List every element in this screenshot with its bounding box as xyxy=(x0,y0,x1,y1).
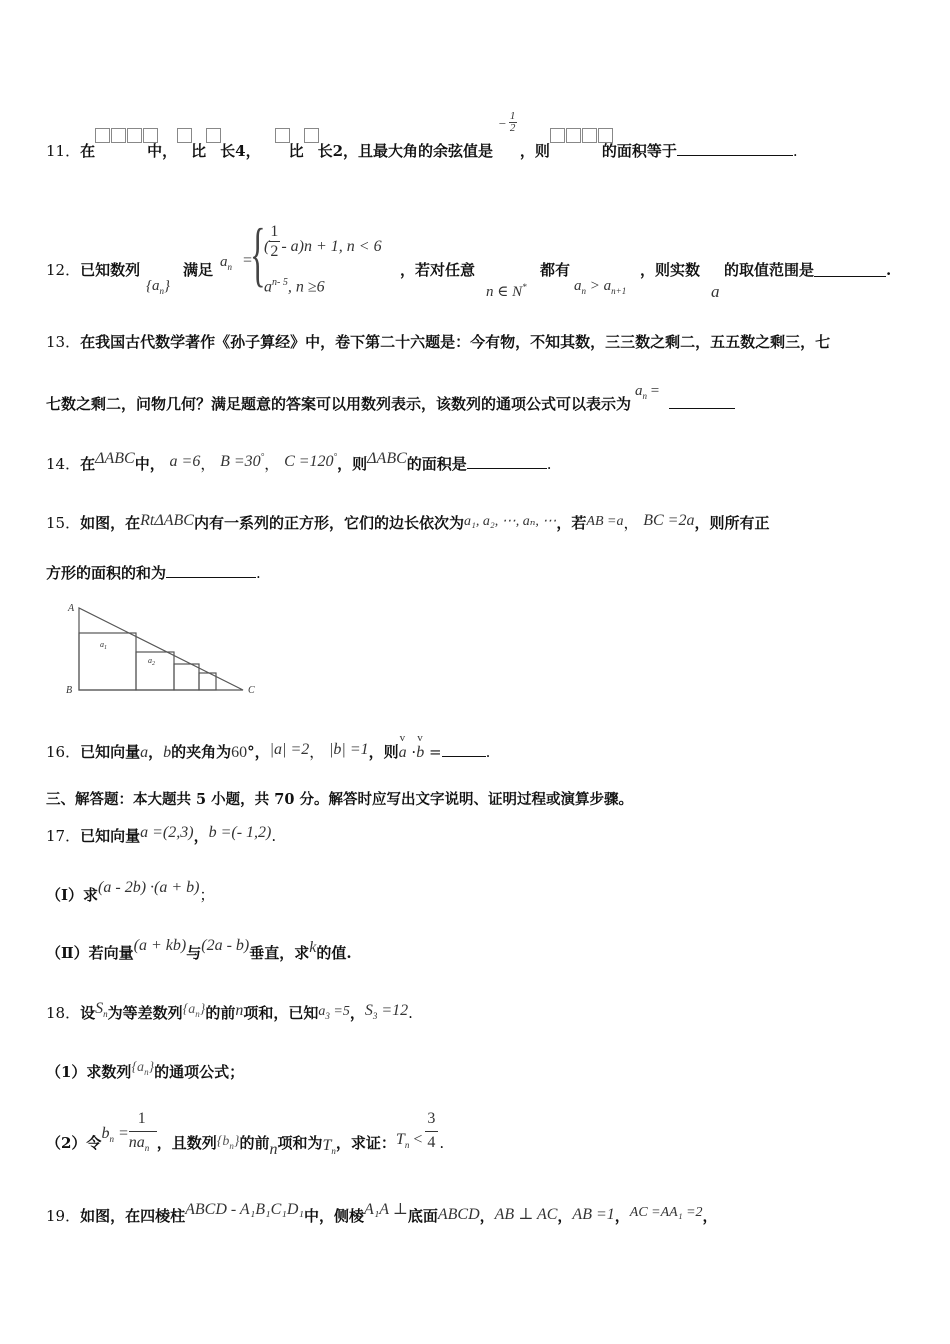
q19-text-1: 如图，在四棱柱 xyxy=(80,1207,186,1225)
q12-case-2 xyxy=(264,277,325,296)
q19-text-3: 底面 xyxy=(407,1207,438,1225)
q12-text-6-wrap xyxy=(724,259,891,280)
q19-text-7: ， xyxy=(702,1207,718,1225)
q13-line-1: 在我国古代数学著作《孙子算经》中，卷下第二十六题是：今有物，不知其数，三三数之剩二，五五数之剩三，七 xyxy=(80,333,831,351)
q11-frac-num: 1 xyxy=(509,110,516,122)
q16-vec-b: b xyxy=(163,744,172,761)
q17-p2-math-2: (2a - b) xyxy=(201,937,250,954)
q11-placeholder-box-5 xyxy=(304,142,318,156)
q18-p1-end: 的通项公式； xyxy=(154,1063,245,1081)
q18-ineq-num: 3 xyxy=(427,1110,436,1127)
q18-sn-sub: n xyxy=(103,1009,108,1020)
q15-fig-square-1 xyxy=(79,633,136,690)
q18-bseq-open: {b xyxy=(216,1134,230,1149)
q18-p2-text-3: 项和为 xyxy=(277,1134,323,1152)
q14-text-1: 在 xyxy=(80,455,96,473)
q15-line-2: 方形的面积的和为 xyxy=(46,564,167,582)
q11-frac-den: 2 xyxy=(509,122,516,134)
q12-case2-rest: , n ≥6 xyxy=(287,278,325,296)
q16-angle: 60 xyxy=(231,744,248,761)
q12-case1-num: 1 xyxy=(270,223,279,240)
q15-fig-label-a2: $a_2$ xyxy=(148,656,155,667)
question-18-part-1 xyxy=(46,1061,244,1083)
q17-p2-label: （Ⅱ）若向量 xyxy=(46,944,134,962)
q18-m1-sub: 3 xyxy=(325,1010,330,1021)
q11-text-9: . xyxy=(792,142,798,160)
q12-cond2-b-sub: n+1 xyxy=(611,286,627,296)
q16-number: 16． xyxy=(46,743,81,761)
q15-fig-square-3 xyxy=(174,664,199,690)
q18-bn-num: 1 xyxy=(137,1110,146,1127)
q18-p2-text-4: ，求证： xyxy=(335,1134,396,1152)
q18-ineq-lt: < xyxy=(409,1131,423,1148)
q15-fig-label-a1: $a_1$ xyxy=(100,640,107,651)
q18-p2-text-1: ，且数列 xyxy=(156,1134,217,1152)
q15-text-5: . xyxy=(256,564,261,582)
question-17-part-1 xyxy=(46,879,215,905)
q17-math-1: a =(2,3) xyxy=(140,824,194,841)
q13-line-2: 七数之剩二，问物几何？满足题意的答案可以用数列表示，该数列的通项公式可以表示为 xyxy=(46,395,632,413)
q18-sn: S xyxy=(95,1000,104,1017)
q13-an-sub: n xyxy=(642,391,648,401)
q15-answer-blank[interactable] xyxy=(166,563,256,578)
q11-frac-minus: − xyxy=(497,116,507,131)
q11-text-7: ，则 xyxy=(519,142,550,160)
q12-case-1 xyxy=(264,223,382,260)
q18-p2-n: n xyxy=(269,1141,278,1158)
q11-answer-blank[interactable] xyxy=(677,141,793,156)
q12-case1-rest: - a)n + 1, n < 6 xyxy=(281,238,382,255)
q15-fig-label-A: A xyxy=(68,603,75,614)
q14-text-3: ，则 xyxy=(337,455,368,473)
q18-seq-close: } xyxy=(199,1002,206,1017)
q17-p2-math-1: (a + kb) xyxy=(133,937,187,954)
q11-text-4: 长4， xyxy=(220,142,261,160)
q16-text-1: 已知向量 xyxy=(80,743,141,761)
q19-text-6: ， xyxy=(614,1207,630,1225)
q18-ineq-den: 4 xyxy=(427,1134,436,1151)
q19-math-6: AC =AA₁ =2 xyxy=(629,1205,703,1220)
q12-sequence xyxy=(146,278,170,296)
q18-m1-rest: =5 xyxy=(329,1004,350,1019)
q17-text-3: . xyxy=(271,827,277,845)
q14-math-1: a =6 xyxy=(169,453,201,470)
q17-math-2: b =(- 1,2) xyxy=(208,824,272,841)
q12-answer-blank[interactable] xyxy=(814,262,886,277)
q11-text-5: 比 xyxy=(288,142,304,160)
q11-text-1: 在 xyxy=(80,142,96,160)
q19-number: 19． xyxy=(46,1207,81,1225)
q16-text-4: °， xyxy=(247,743,270,761)
question-15-line-1: 15．如图，在RtΔABC内有一系列的正方形，它们的边长依次为a₁, a₂, ⋯, aₙ, ⋯，若AB =a， BC =2a，则所有正 xyxy=(46,512,770,532)
q14-triangle-2: ΔABC xyxy=(367,450,407,467)
q11-placeholder-boxes-6 xyxy=(550,142,602,156)
q15-fig-label-B: B xyxy=(66,685,73,696)
q12-seq-open: {a xyxy=(146,278,160,294)
q18-tn-sub: n xyxy=(331,1146,336,1157)
q15-math-1: AB =a xyxy=(586,514,624,529)
q12-an xyxy=(220,254,232,272)
q18-bn: b xyxy=(101,1125,110,1142)
q18-p1-label: （1）求数列 xyxy=(46,1063,132,1081)
q11-number: 11． xyxy=(46,142,81,160)
q18-text-3: 的前 xyxy=(205,1004,236,1022)
q16-text-7: . xyxy=(485,743,491,761)
q19-math-2: A₁A ⊥ xyxy=(363,1201,408,1218)
q18-bn-den: na xyxy=(128,1134,145,1151)
q11-fraction xyxy=(497,110,520,156)
q13-answer-blank[interactable] xyxy=(669,394,735,409)
q11-placeholder-box-2 xyxy=(177,142,191,156)
q18-ineq-sub: n xyxy=(404,1140,410,1151)
q15-number: 15． xyxy=(46,514,81,532)
q14-math-2: B =30 xyxy=(220,453,261,470)
q12-an-sub: n xyxy=(227,262,232,272)
q17-p2-text-1: 与 xyxy=(186,944,202,962)
q17-number: 17． xyxy=(46,827,81,845)
q14-text-5: . xyxy=(546,455,552,473)
q18-p1-seq-close: } xyxy=(148,1060,155,1075)
question-17 xyxy=(46,825,276,846)
q19-text-5: ， xyxy=(557,1207,573,1225)
q12-equals: = xyxy=(243,252,253,269)
q18-text-1: 设 xyxy=(80,1004,96,1022)
q15-triangle-figure xyxy=(60,600,270,700)
q18-p1-seq-sub: n xyxy=(144,1066,149,1077)
question-13-line-2 xyxy=(46,383,735,414)
q14-triangle: ΔABC xyxy=(95,450,135,467)
q12-case2-sup: n- 5 xyxy=(272,277,288,288)
question-19 xyxy=(46,1201,718,1226)
q13-an-base: a xyxy=(635,383,643,399)
q12-cond-2 xyxy=(574,278,626,296)
q18-text-5: ， xyxy=(349,1004,365,1022)
q12-text-2: 满足 xyxy=(183,261,214,279)
q18-m2-sub: 3 xyxy=(372,1011,378,1022)
q14-math-3-sup: ° xyxy=(333,451,338,462)
q18-bn-sub: n xyxy=(109,1134,114,1145)
q12-variable-a: a xyxy=(711,282,720,301)
q17-p1-label: （Ⅰ）求 xyxy=(46,886,99,904)
q15-fig-label-C: C xyxy=(248,685,255,696)
q14-answer-blank[interactable] xyxy=(467,454,547,469)
q11-text-3: 比 xyxy=(191,142,207,160)
q18-text-2: 为等差数列 xyxy=(107,1004,183,1022)
q17-p2-text-2: 垂直，求 xyxy=(249,944,310,962)
q18-m1: a xyxy=(318,1004,326,1019)
q11-placeholder-boxes-1 xyxy=(95,142,147,156)
q12-cond1-sup: * xyxy=(522,282,527,292)
q16-text-6: = xyxy=(428,743,442,761)
q12-case1-paren: ( xyxy=(264,238,270,255)
question-15-line-2 xyxy=(46,562,261,583)
q18-text-4: 项和，已知 xyxy=(243,1004,319,1022)
q12-case1-den: 2 xyxy=(270,243,279,260)
q14-math-3: C =120 xyxy=(284,453,334,470)
q12-seq-sub: n xyxy=(159,286,164,296)
q16-math-1: |a| =2 xyxy=(269,741,310,758)
question-13-line-1 xyxy=(46,331,830,352)
q19-text-2: 中，侧棱 xyxy=(303,1207,364,1225)
q13-an xyxy=(631,383,669,409)
question-16: 16．已知向量a，b的夹角为60°，|a| =2， |b| =1，则 v a · v b = . xyxy=(46,732,491,761)
q12-number: 12． xyxy=(46,261,81,279)
q19-math-5: AB =1 xyxy=(572,1206,615,1223)
q16-text-2: ， xyxy=(148,743,164,761)
q16-math-2: |b| =1 xyxy=(329,741,369,758)
q18-text-6: . xyxy=(408,1004,413,1022)
q17-p1-end: ； xyxy=(199,886,215,904)
q16-answer-blank[interactable] xyxy=(442,742,486,757)
q18-bn-den-sub: n xyxy=(144,1143,150,1154)
q12-seq-close: } xyxy=(164,278,170,294)
q11-placeholder-box-3 xyxy=(206,142,220,156)
q15-text-4: ，则所有正 xyxy=(694,514,770,532)
q18-bseq-sub: n xyxy=(229,1140,234,1151)
q18-bseq-close: } xyxy=(233,1134,240,1149)
question-11 xyxy=(46,110,798,161)
q18-m2: S xyxy=(364,1002,373,1019)
q18-m2-rest: =12 xyxy=(377,1002,409,1019)
q12-cond1-text: n ∈ N xyxy=(486,284,523,300)
q11-placeholder-box-4 xyxy=(275,142,289,156)
q18-ineq-t: T xyxy=(395,1131,405,1148)
q18-p2-text-2: 的前 xyxy=(239,1134,270,1152)
q15-text-3: ，若 xyxy=(556,514,587,532)
q17-p2-end: 的值. xyxy=(316,944,352,962)
question-14: 14．在ΔABC中， a =6， B =30°， C =120°，则ΔABC的面积是 . xyxy=(46,450,552,473)
q18-bn-fraction xyxy=(128,1110,157,1154)
question-18-part-2 xyxy=(46,1110,445,1158)
q19-math-3: ABCD xyxy=(437,1206,480,1223)
q15-triangle: RtΔABC xyxy=(140,512,194,529)
q12-text-1: 已知数列 xyxy=(80,261,141,279)
question-12 xyxy=(46,259,140,280)
q18-ineq-fraction xyxy=(425,1110,439,1151)
q12-cond2-a-sub: n xyxy=(581,286,586,296)
q17-p2-k: k xyxy=(309,939,317,956)
q19-math-1: ABCD - A₁B₁C₁D₁ xyxy=(185,1201,304,1218)
q12-an-base: a xyxy=(220,254,228,270)
q12-cond2-a: a xyxy=(574,278,582,294)
q16-text-5: ，则 xyxy=(368,743,399,761)
q17-text-2: ， xyxy=(193,827,209,845)
q11-text-6: 长2，且最大角的余弦值是 xyxy=(317,142,494,160)
q12-text-3: ，若对任意 xyxy=(400,261,476,279)
q15-math-2: BC =2a xyxy=(643,512,695,529)
section-3-title: 三、解答题：本大题共 5 小题，共 70 分。解答时应写出文字说明、证明过程或演算步骤。 xyxy=(46,791,633,808)
q17-p1-math: (a - 2b) ·(a + b) xyxy=(98,879,200,896)
q18-p1-seq-open: {a xyxy=(131,1060,145,1075)
q18-n: n xyxy=(235,1002,244,1019)
q12-brace: { xyxy=(250,214,266,294)
q17-text-1: 已知向量 xyxy=(80,827,141,845)
q15-text-2: 内有一系列的正方形，它们的边长依次为 xyxy=(193,514,464,532)
q15-text-1: 如图，在 xyxy=(80,514,141,532)
q16-vec-a: a xyxy=(140,744,149,761)
q19-math-4: AB ⊥ AC xyxy=(494,1206,558,1223)
q18-p2-end: . xyxy=(439,1134,445,1152)
q13-number: 13． xyxy=(46,333,81,351)
q18-bn-eq: = xyxy=(113,1125,129,1142)
q14-number: 14． xyxy=(46,455,81,473)
q18-number: 18． xyxy=(46,1004,81,1022)
q12-text-7: . xyxy=(886,261,892,279)
q14-text-4: 的面积是 xyxy=(406,455,467,473)
question-18 xyxy=(46,1002,413,1024)
q12-cond-1 xyxy=(486,282,527,301)
q12-cond2-b: > a xyxy=(586,278,612,294)
q15-sequence: a₁, a₂, ⋯, aₙ, ⋯ xyxy=(463,514,557,529)
q14-math-2-sup: ° xyxy=(260,451,265,462)
q12-text-6: 的取值范围是 xyxy=(724,261,815,279)
q18-seq-sub: n xyxy=(195,1008,200,1019)
q16-dot-a: a xyxy=(398,744,407,761)
q16-dot-b: b xyxy=(416,744,425,761)
q15-fig-square-2 xyxy=(136,652,174,690)
q13-an-eq: = xyxy=(650,383,660,399)
q11-text-2: 中， xyxy=(147,142,178,160)
q12-case2-base: a xyxy=(264,278,272,296)
q11-text-8: 的面积等于 xyxy=(601,142,677,160)
q12-text-4: 都有 xyxy=(540,261,571,279)
q18-p2-label: （2）令 xyxy=(46,1134,102,1152)
q19-text-4: ， xyxy=(479,1207,495,1225)
q12-text-5: ，则实数 xyxy=(640,261,701,279)
q16-text-3: 的夹角为 xyxy=(171,743,232,761)
q18-tn: T xyxy=(322,1137,332,1154)
q18-seq-open: {a xyxy=(182,1002,196,1017)
question-17-part-2 xyxy=(46,937,352,963)
q14-text-2: 中， xyxy=(134,455,165,473)
